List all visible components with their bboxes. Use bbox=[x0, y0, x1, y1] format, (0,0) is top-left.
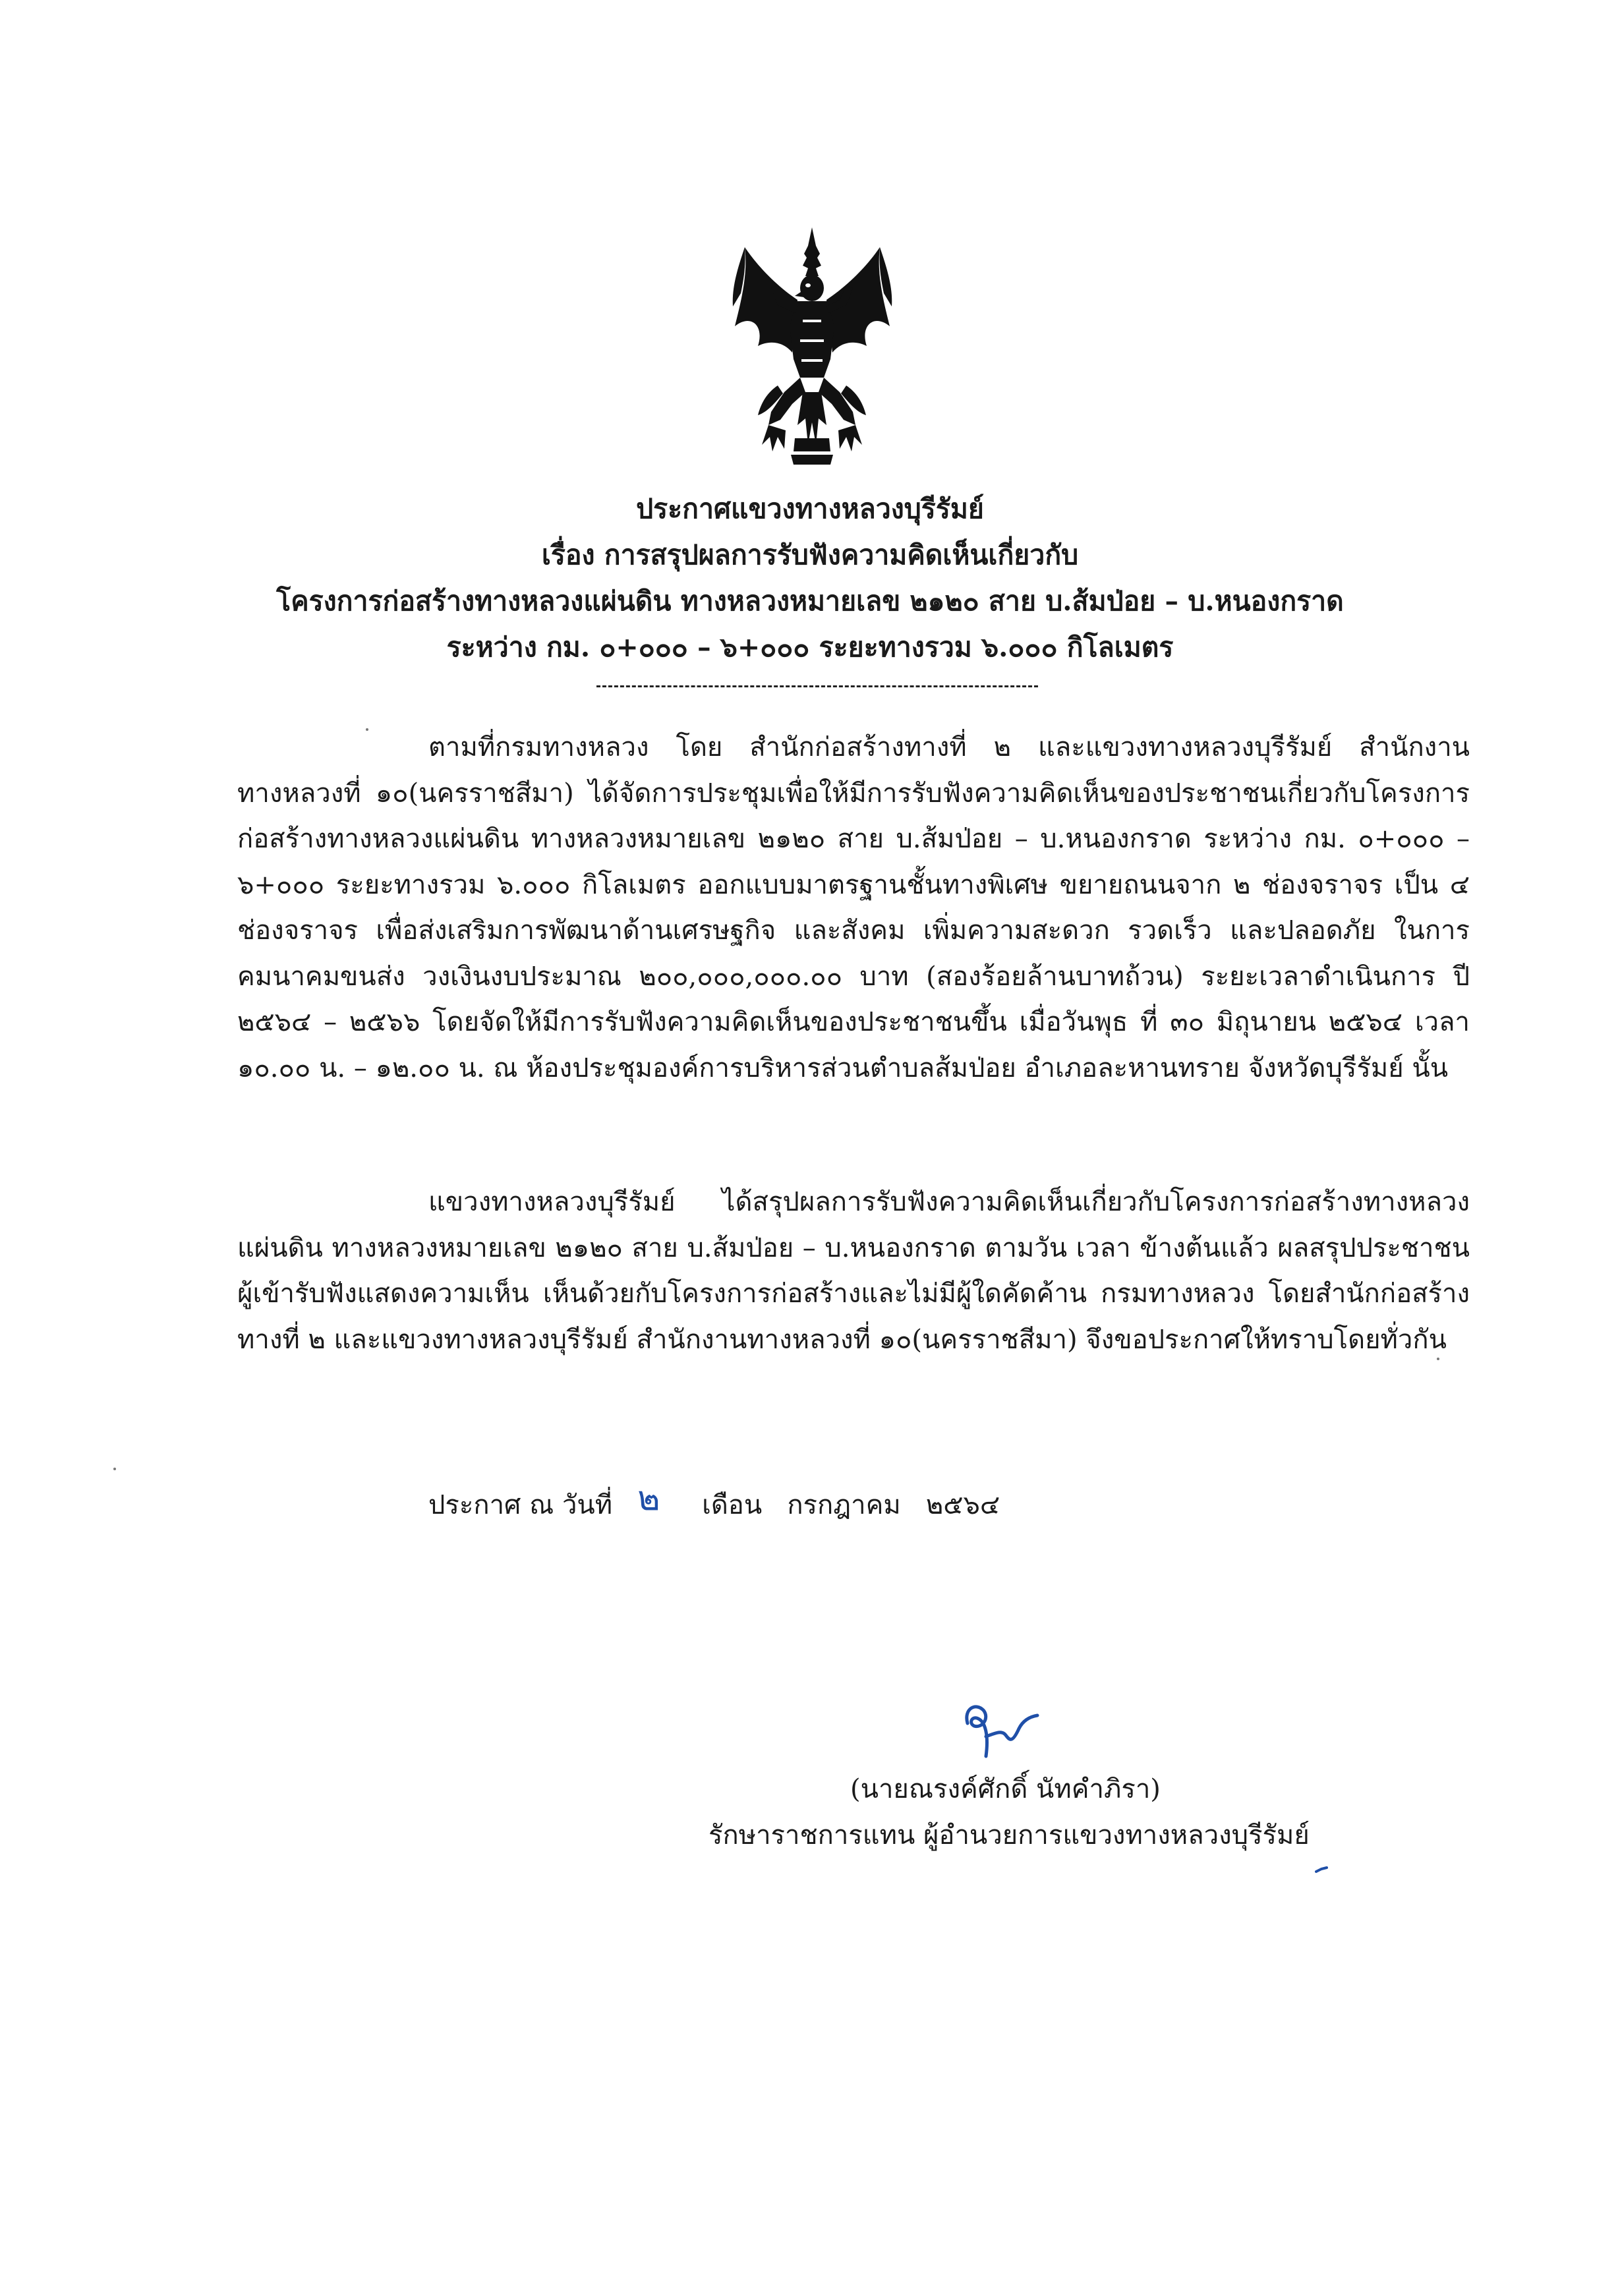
heading-divider bbox=[596, 685, 1038, 687]
dateline bbox=[428, 1479, 1000, 1528]
handwritten-signature bbox=[949, 1697, 1048, 1769]
signer-name: (นายณรงค์ศักดิ์ นัทคำภิรา) bbox=[850, 1774, 1161, 1804]
dateline-day: ๒ bbox=[637, 1479, 660, 1518]
scan-speck bbox=[113, 1468, 116, 1470]
scan-speck bbox=[366, 728, 368, 731]
scan-speck bbox=[1437, 1358, 1439, 1360]
body-paragraph-2: แขวงทางหลวงบุรีรัมย์ ได้สรุปผลการรับฟังความคิดเห็นเกี่ยวกับโครงการก่อสร้างทางหลวงแผ่นดิน ทางหลวงหมายเลข ๒๑๒๐ สาย บ.ส้มป่อย – บ.หนองกราด ตามวัน เวลา ข้างต้นแล้ว ผลสรุปประชาชนผู้เข้ารับฟังแสดงความเห็น เห็นด้วยกับโครงการก่อสร้างและไม่มีผู้ใดคัดค้าน กรมทางหลวง โดยสำนักก่อสร้างทางที่ ๒ และแขวงทางหลวงบุรีรัมย์ สำนักงานทางหลวงที่ ๑๐(นครราชสีมา) จึงขอประกาศให้ทราบโดยทั่วกัน bbox=[237, 1187, 1470, 1355]
dateline-month: กรกฎาคม bbox=[787, 1490, 901, 1520]
project-range: ระหว่าง กม. ๐+๐๐๐ – ๖+๐๐๐ ระยะทางรวม ๖.๐๐๐ กิโลเมตร bbox=[446, 631, 1174, 663]
signer-title: รักษาราชการแทน ผู้อำนวยการแขวงทางหลวงบุรีรัมย์ bbox=[709, 1820, 1310, 1851]
pen-mark bbox=[1315, 1865, 1328, 1874]
garuda-emblem-icon bbox=[732, 227, 893, 471]
dateline-month-label: เดือน bbox=[702, 1490, 763, 1520]
dateline-prefix: ประกาศ ณ วันที่ bbox=[428, 1490, 613, 1520]
announcement-title: ประกาศแขวงทางหลวงบุรีรัมย์ bbox=[636, 493, 984, 525]
project-name: โครงการก่อสร้างทางหลวงแผ่นดิน ทางหลวงหมายเลข ๒๑๒๐ สาย บ.ส้มป่อย – บ.หนองกราด bbox=[276, 585, 1344, 617]
announcement-subject: เรื่อง การสรุปผลการรับฟังความคิดเห็นเกี่ยวกับ bbox=[541, 539, 1079, 571]
body-paragraph-1: ตามที่กรมทางหลวง โดย สำนักก่อสร้างทางที่ ๒ และแขวงทางหลวงบุรีรัมย์ สำนักงานทางหลวงที่ ๑๐(นครราชสีมา) ได้จัดการประชุมเพื่อให้มีการรับฟังความคิดเห็นของประชาชนเกี่ยวกับโครงการก่อสร้างทางหลวงแผ่นดิน ทางหลวงหมายเลข ๒๑๒๐ สาย บ.ส้มป่อย – บ.หนองกราด ระหว่าง กม. ๐+๐๐๐ – ๖+๐๐๐ ระยะทางรวม ๖.๐๐๐ กิโลเมตร ออกแบบมาตรฐานชั้นทางพิเศษ ขยายถนนจาก ๒ ช่องจราจร เป็น ๔ ช่องจราจร เพื่อส่งเสริมการพัฒนาด้านเศรษฐกิจ และสังคม เพิ่มความสะดวก รวดเร็ว และปลอดภัย ในการคมนาคมขนส่ง วงเงินงบประมาณ ๒๐๐,๐๐๐,๐๐๐.๐๐ บาท (สองร้อยล้านบาทถ้วน) ระยะเวลาดำเนินการ ปี ๒๕๖๔ – ๒๕๖๖ โดยจัดให้มีการรับฟังความคิดเห็นของประชาชนขึ้น เมื่อวันพุธ ที่ ๓๐ มิถุนายน ๒๕๖๔ เวลา ๑๐.๐๐ น. – ๑๒.๐๐ น. ณ ห้องประชุมองค์การบริหารส่วนตำบลส้มป่อย อำเภอละหานทราย จังหวัดบุรีรัมย์ นั้น bbox=[237, 732, 1470, 1083]
dateline-year: ๒๕๖๔ bbox=[925, 1490, 1000, 1520]
